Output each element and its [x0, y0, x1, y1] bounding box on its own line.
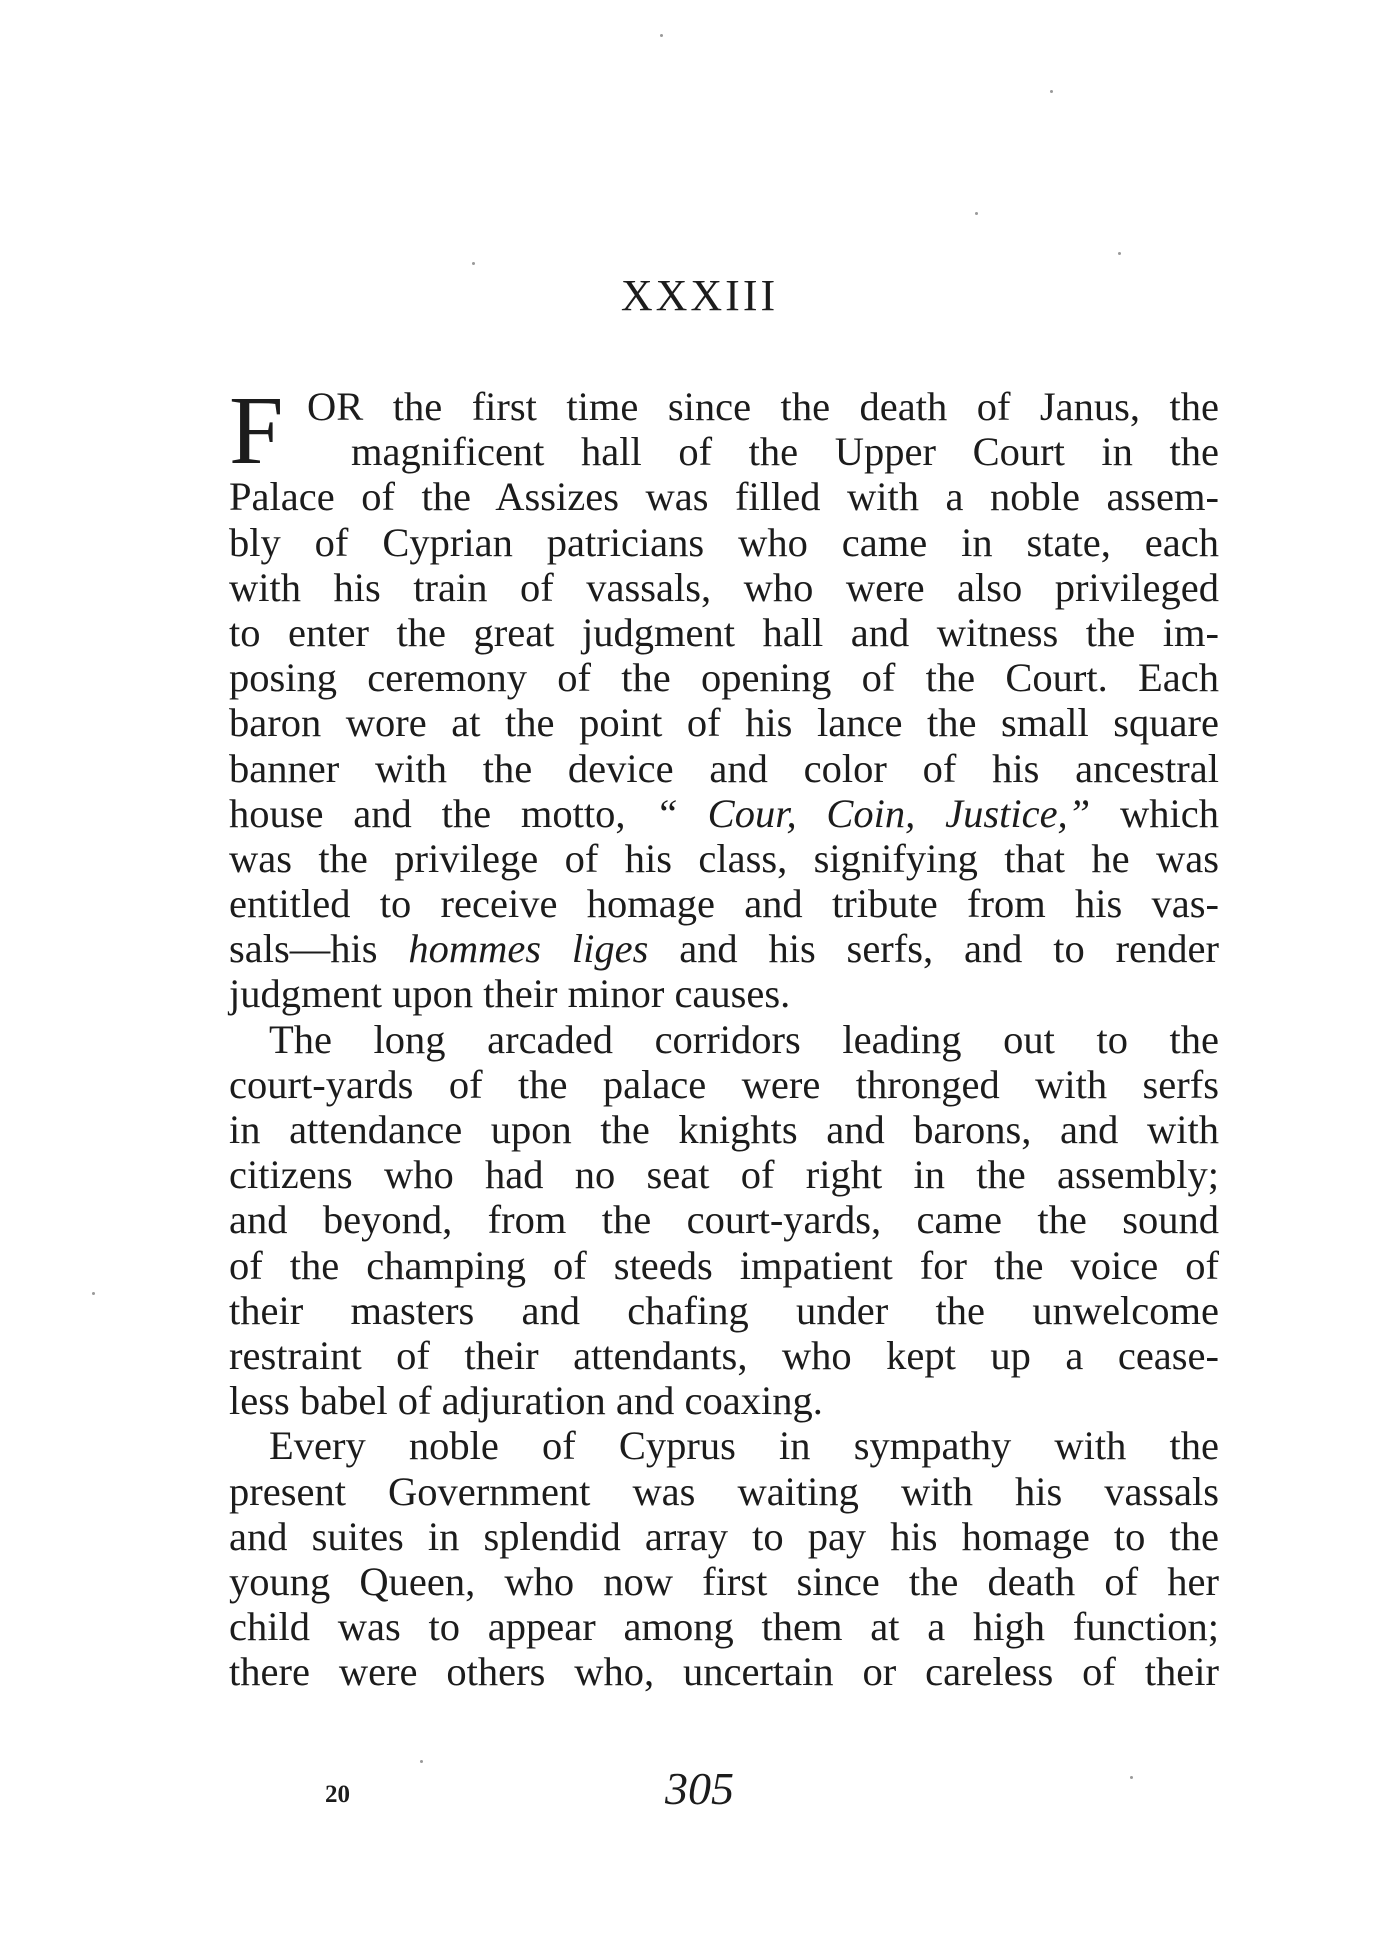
paper-speck — [1130, 1776, 1133, 1779]
text-line: of the champing of steeds impatient for the voice of — [229, 1242, 1219, 1288]
text-line: Palace of the Assizes was filled with a noble assem- — [229, 474, 1219, 520]
text-line: magnificent hall of the Upper Court in the — [351, 429, 1219, 475]
paragraph-1 — [229, 377, 1220, 1017]
text-line: Every noble of Cyprus in sympathy with the — [269, 1423, 1219, 1469]
paragraph-2 — [229, 1017, 1219, 1424]
text-fragment: which — [1090, 790, 1220, 836]
paper-speck — [92, 1292, 95, 1295]
text-line: present Government was waiting with his vassals — [229, 1468, 1219, 1514]
text-line: their masters and chafing under the unwelcome — [229, 1287, 1219, 1333]
text-fragment: and his serfs, and to render — [648, 926, 1219, 972]
text-line: banner with the device and color of his ancestral — [229, 745, 1219, 791]
chapter-heading: XXXIII — [620, 271, 779, 320]
text-line: judgment upon their minor causes. — [229, 971, 791, 1017]
text-fragment: house and the motto, — [229, 790, 656, 836]
text-line: to enter the great judgment hall and witness the im- — [229, 609, 1219, 655]
paper-speck — [975, 212, 978, 215]
text-line: child was to appear among them at a high function; — [229, 1604, 1219, 1650]
text-line: with his train of vassals, who were also privileged — [229, 564, 1219, 610]
paragraph-3 — [229, 1423, 1219, 1694]
page-number: 305 — [665, 1763, 734, 1814]
text-line: posing ceremony of the opening of the Court. Each — [229, 655, 1219, 701]
signature-mark: 20 — [325, 1781, 350, 1808]
text-line: citizens who had no seat of right in the assembly; — [229, 1152, 1219, 1198]
paper-speck — [1050, 90, 1053, 93]
text-line: entitled to receive homage and tribute from his vas- — [229, 881, 1219, 927]
text-line: in attendance upon the knights and barons, and with — [229, 1107, 1219, 1152]
text-line: OR the first time since the death of Janus, the — [307, 384, 1219, 429]
text-line: bly of Cyprian patricians who came in state, each — [229, 519, 1219, 565]
text-line: and suites in splendid array to pay his homage to the — [229, 1513, 1219, 1559]
paper-speck — [1118, 252, 1121, 255]
text-line: court-yards of the palace were thronged with serfs — [229, 1061, 1219, 1107]
text-line-with-motto — [229, 791, 1219, 836]
text-fragment: sals—his — [229, 926, 409, 972]
drop-cap: F — [229, 377, 284, 485]
paper-speck — [420, 1760, 423, 1763]
text-line: The long arcaded corridors leading out to the — [269, 1016, 1219, 1062]
text-line: was the privilege of his class, signifying that he was — [229, 835, 1219, 881]
text-line-with-italic — [229, 926, 1219, 971]
text-line: less babel of adjuration and coaxing. — [229, 1378, 823, 1424]
text-line: young Queen, who now first since the death of her — [229, 1558, 1219, 1604]
paper-speck — [472, 262, 475, 265]
body-text — [229, 377, 1220, 1695]
paper-speck — [660, 34, 663, 37]
motto-italic: “ Cour, Coin, Justice,” — [655, 790, 1091, 836]
text-line: and beyond, from the court-yards, came the sound — [229, 1197, 1219, 1243]
hommes-liges-italic: hommes liges — [408, 926, 649, 972]
text-line: restraint of their attendants, who kept up a cease- — [229, 1332, 1219, 1378]
text-line: baron wore at the point of his lance the small square — [229, 700, 1219, 746]
text-line: there were others who, uncertain or careless of their — [229, 1649, 1219, 1695]
